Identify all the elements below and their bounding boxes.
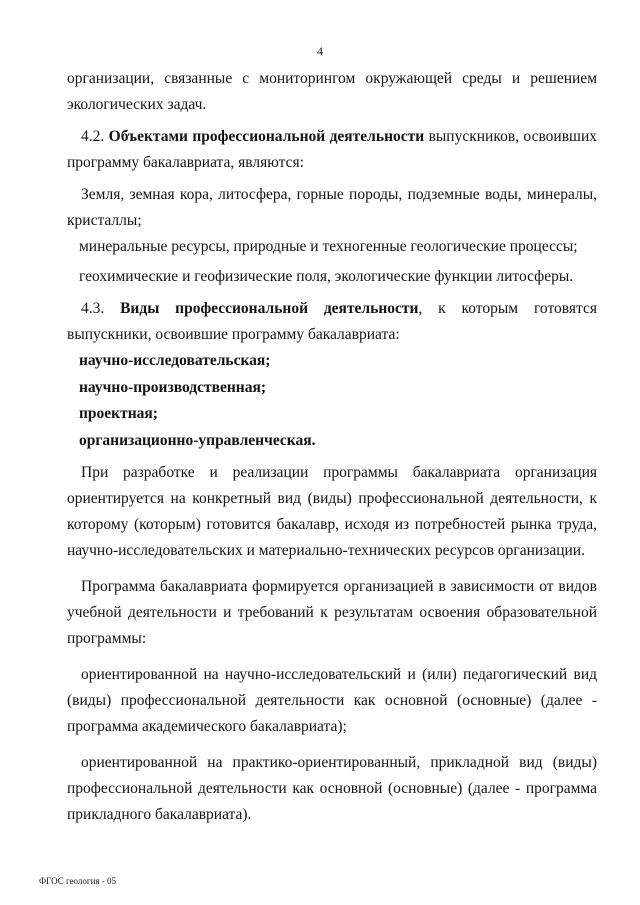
kind-item: научно-исследовательская;: [79, 352, 271, 369]
page-number: 4: [317, 44, 323, 58]
paragraph-applied: ориентированной на практико-ориентированный, прикладной вид (виды) профессиональной деятельности как основной (основные) (далее - программа прикладного бакалавриата).: [67, 754, 597, 823]
paragraph-objects: [67, 124, 597, 176]
paragraph-kinds: [67, 296, 597, 348]
document-body: [67, 66, 597, 828]
footer-label: ФГОС геология - 05: [39, 876, 117, 886]
paragraph-development: При разработке и реализации программы бакалавриата организация ориентируется на конкретный вид (виды) профессиональной деятельности, к которому (которым) готовится бакалавр, исходя из потребностей рынка труда, научно-исследовательских и материально-технических ресурсов организации.: [67, 464, 597, 559]
paragraph-orgs: организации, связанные с мониторингом окружающей среды и решением экологических задач.: [67, 70, 597, 113]
paragraph-program: Программа бакалавриата формируется организацией в зависимости от видов учебной деятельности и требований к результатам освоения образовательной программы:: [67, 578, 597, 647]
list-item-resources: минеральные ресурсы, природные и техногенные геологические процессы;: [79, 238, 578, 255]
kind-item: научно-производственная;: [79, 378, 266, 396]
list-item-earth: Земля, земная кора, литосфера, горные породы, подземные воды, минералы, кристаллы;: [67, 186, 597, 229]
paragraph-academic: ориентированной на научно-исследовательский и (или) педагогический вид (виды) профессиональной деятельности как основной (основные) (далее - программа академического бакалавриата);: [67, 666, 597, 735]
term-objects: Объектами профессиональной деятельности: [108, 128, 425, 145]
paragraph-objects-text: выпускников, освоивших программу бакалавриата, являются:: [67, 128, 598, 171]
kind-item: организационно-управленческая.: [79, 431, 316, 449]
term-kinds: Виды профессиональной деятельности: [120, 300, 419, 317]
section-number-4-3: 4.3.: [81, 300, 105, 317]
section-number-4-2: 4.2.: [81, 128, 105, 145]
kind-item: проектная;: [79, 405, 158, 422]
list-item-fields: геохимические и геофизические поля, экологические функции литосферы.: [79, 268, 574, 285]
paragraph-kinds-text: , к которым готовятся выпускники, освоившие программу бакалавриата:: [67, 300, 597, 343]
